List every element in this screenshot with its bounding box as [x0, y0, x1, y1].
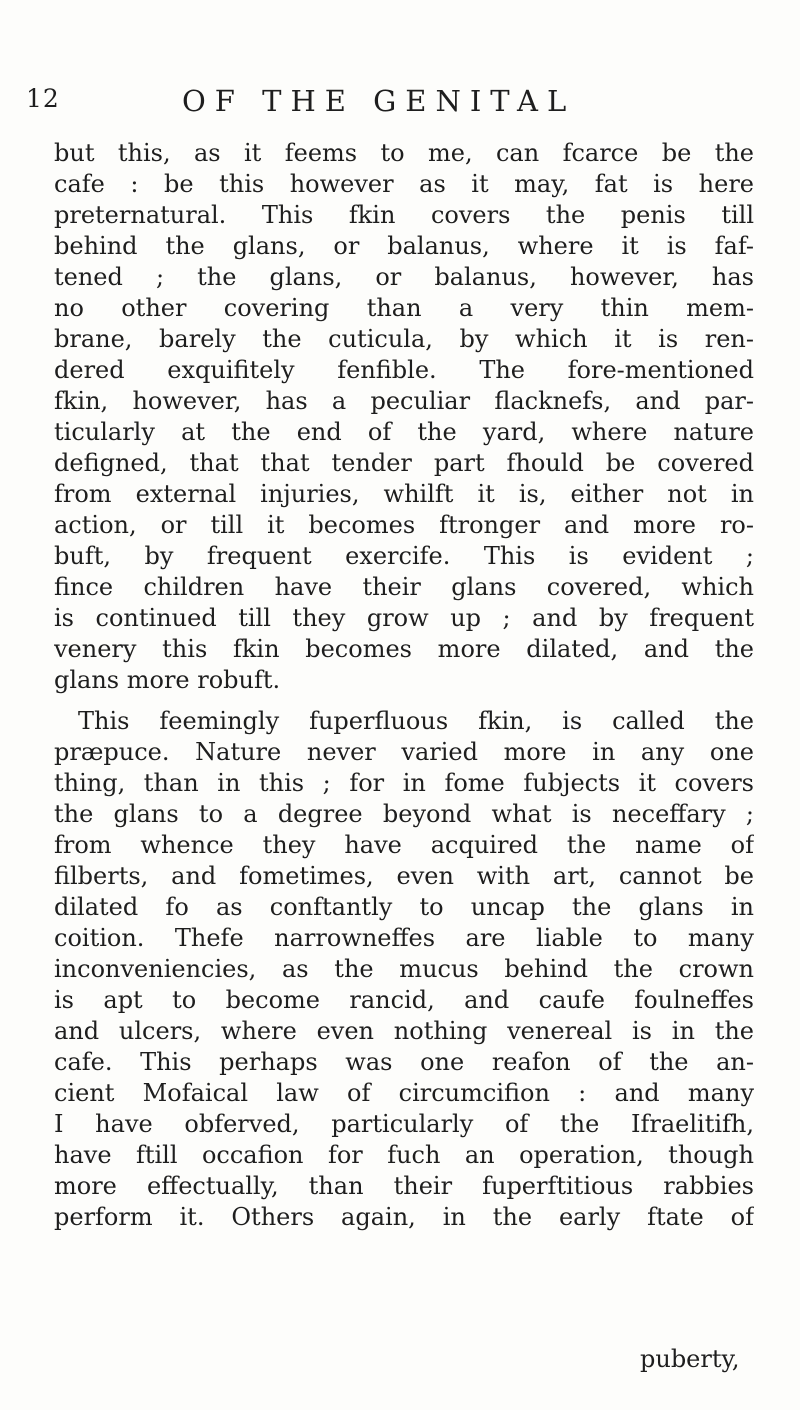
- text-line: coition. Thefe narrowneffes are liable to many: [54, 924, 754, 952]
- text-line: more effectually, than their fuperftitious rabbies: [54, 1172, 754, 1200]
- text-line: I have obferved, particularly of the Ifraelitifh,: [54, 1110, 754, 1138]
- text-line: from external injuries, whilft it is, either not in: [54, 480, 754, 508]
- text-line: is apt to become rancid, and caufe foulneffes: [54, 986, 754, 1014]
- text-line: behind the glans, or balanus, where it is faf-: [54, 232, 754, 260]
- text-line: no other covering than a very thin mem-: [54, 294, 754, 322]
- text-line: is continued till they grow up ; and by frequent: [54, 604, 754, 632]
- text-line: fince children have their glans covered, which: [54, 573, 754, 601]
- text-line: but this, as it feems to me, can fcarce be the: [54, 139, 754, 167]
- text-line: brane, barely the cuticula, by which it is ren-: [54, 325, 754, 353]
- page-number: 12: [26, 84, 60, 113]
- text-line: præpuce. Nature never varied more in any one: [54, 738, 754, 766]
- text-line: have ftill occafion for fuch an operation, though: [54, 1141, 754, 1169]
- text-line: from whence they have acquired the name of: [54, 831, 754, 859]
- text-line: filberts, and fometimes, even with art, cannot be: [54, 862, 754, 890]
- text-line: the glans to a degree beyond what is neceffary ;: [54, 800, 754, 828]
- text-line: glans more robuft.: [54, 666, 281, 694]
- text-line: cient Mofaical law of circumcifion : and many: [54, 1079, 754, 1107]
- text-line: buft, by frequent exercife. This is evident ;: [54, 542, 754, 570]
- text-line: defigned, that that tender part fhould be covered: [54, 449, 754, 477]
- text-line: thing, than in this ; for in fome fubjects it covers: [54, 769, 754, 797]
- text-line: dilated fo as conftantly to uncap the glans in: [54, 893, 754, 921]
- running-head: [26, 84, 786, 124]
- text-line: cafe. This perhaps was one reafon of the an-: [54, 1048, 754, 1076]
- text-line: ticularly at the end of the yard, where nature: [54, 418, 754, 446]
- text-line: venery this fkin becomes more dilated, and the: [54, 635, 754, 663]
- text-line: This feemingly fuperfluous fkin, is called the: [78, 707, 754, 735]
- catchword: puberty,: [640, 1345, 740, 1373]
- text-line: dered exquifitely fenfible. The fore-mentioned: [54, 356, 754, 384]
- text-line: perform it. Others again, in the early ftate of: [54, 1203, 754, 1231]
- text-line: preternatural. This fkin covers the penis till: [54, 201, 754, 229]
- text-line: cafe : be this however as it may, fat is here: [54, 170, 754, 198]
- text-line: and ulcers, where even nothing venereal is in the: [54, 1017, 754, 1045]
- text-line: tened ; the glans, or balanus, however, has: [54, 263, 754, 291]
- text-line: fkin, however, has a peculiar flacknefs, and par-: [54, 387, 754, 415]
- text-line: action, or till it becomes ftronger and more ro-: [54, 511, 754, 539]
- body-text: [54, 138, 754, 1233]
- running-title: OF THE GENITAL: [182, 84, 576, 118]
- text-line: inconveniencies, as the mucus behind the crown: [54, 955, 754, 983]
